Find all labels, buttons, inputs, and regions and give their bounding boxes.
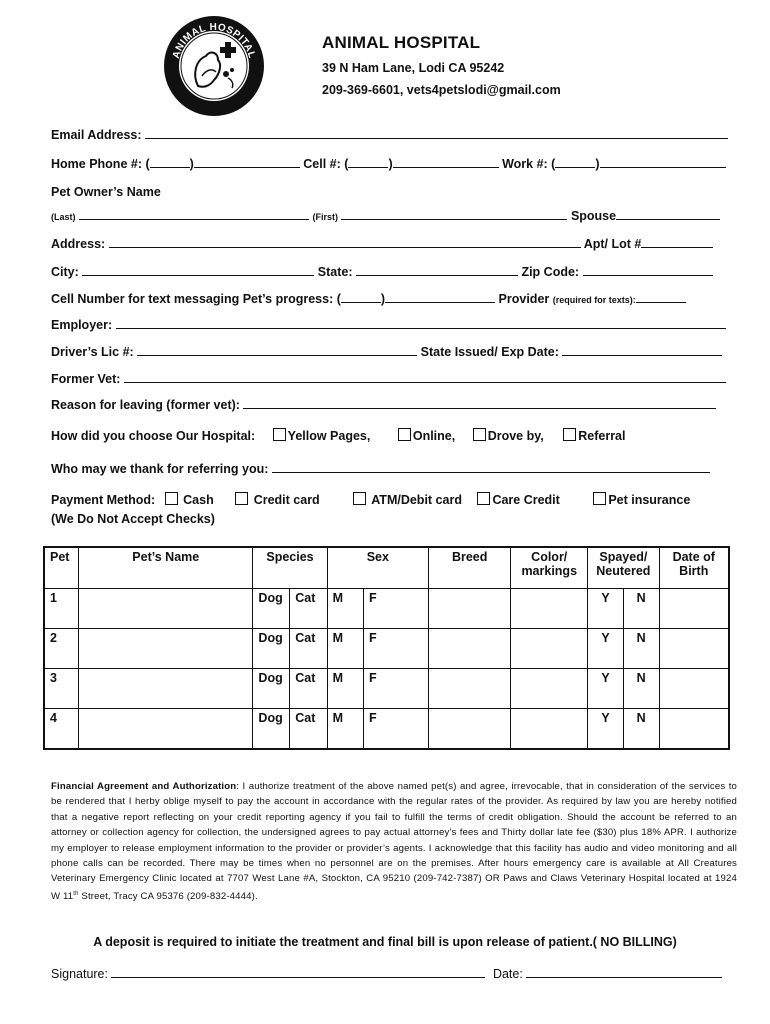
header-pet: Pet <box>44 547 79 589</box>
pet-name-cell[interactable] <box>79 589 253 629</box>
species-cat[interactable]: Cat <box>290 669 327 709</box>
reason-row: Reason for leaving (former vet): <box>51 397 716 412</box>
header-dob: Date of Birth <box>659 547 729 589</box>
pet-owner-label: Pet Owner’s Name <box>51 185 161 199</box>
header-spayed: Spayed/ Neutered <box>588 547 659 589</box>
pet-table-header <box>44 547 729 589</box>
owner-name-row: (Last) (First) Spouse <box>51 208 720 223</box>
zip-field[interactable] <box>583 264 713 276</box>
care-credit-checkbox[interactable] <box>477 492 490 505</box>
species-dog[interactable]: Dog <box>253 709 290 750</box>
sex-f[interactable]: F <box>364 709 429 750</box>
sex-m[interactable]: M <box>327 709 363 750</box>
table-row: 4 Dog Cat M F Y N <box>44 709 729 750</box>
svg-text:LODI, CA: LODI, CA <box>191 83 237 101</box>
dob-cell[interactable] <box>659 709 729 750</box>
header-color: Color/ markings <box>511 547 588 589</box>
spayed-y[interactable]: Y <box>588 629 624 669</box>
credit-card-checkbox[interactable] <box>235 492 248 505</box>
drivers-lic-row: Driver’s Lic #: State Issued/ Exp Date: <box>51 344 722 359</box>
former-vet-field[interactable] <box>124 371 726 383</box>
header-breed: Breed <box>429 547 511 589</box>
phone-row: Home Phone #: ( ) Cell #: ( ) Work #: ( ) <box>51 156 726 171</box>
pet-name-cell[interactable] <box>79 629 253 669</box>
home-phone-field[interactable] <box>194 156 300 168</box>
pet-name-cell[interactable] <box>79 709 253 750</box>
date-field[interactable] <box>526 966 722 978</box>
color-cell[interactable] <box>511 669 588 709</box>
spayed-y[interactable]: Y <box>588 709 624 750</box>
financial-heading: Financial Agreement and Authorization <box>51 781 237 792</box>
former-vet-row: Former Vet: <box>51 371 726 386</box>
hospital-contact: 209-369-6601, vets4petslodi@gmail.com <box>322 83 561 97</box>
header-species: Species <box>253 547 327 589</box>
breed-cell[interactable] <box>429 629 511 669</box>
color-cell[interactable] <box>511 629 588 669</box>
hospital-logo <box>162 14 266 118</box>
reason-field[interactable] <box>243 397 716 409</box>
species-cat[interactable]: Cat <box>290 629 327 669</box>
spouse-field[interactable] <box>616 208 720 220</box>
sex-m[interactable]: M <box>327 629 363 669</box>
drove-by-checkbox[interactable] <box>473 428 486 441</box>
cash-checkbox[interactable] <box>165 492 178 505</box>
header-pet-name: Pet’s Name <box>79 547 253 589</box>
hospital-address: 39 N Ham Lane, Lodi CA 95242 <box>322 61 505 75</box>
species-dog[interactable]: Dog <box>253 589 290 629</box>
state-issued-field[interactable] <box>562 344 722 356</box>
svg-text:ANIMAL HOSPITAL: ANIMAL HOSPITAL <box>170 21 258 60</box>
spayed-y[interactable]: Y <box>588 669 624 709</box>
sex-f[interactable]: F <box>364 669 429 709</box>
signature-row: Signature: Date: <box>51 966 722 981</box>
how-choose-row: How did you choose Our Hospital: Yellow Pages, Online, Drove by, Referral <box>51 429 626 443</box>
table-row: 1 Dog Cat M F Y N <box>44 589 729 629</box>
hospital-title: ANIMAL HOSPITAL <box>322 33 481 52</box>
referrer-field[interactable] <box>272 461 710 473</box>
text-cell-row: Cell Number for text messaging Pet’s progress: ( ) Provider (required for texts): <box>51 291 686 306</box>
employer-row: Employer: <box>51 317 726 332</box>
sex-m[interactable]: M <box>327 589 363 629</box>
sex-f[interactable]: F <box>364 629 429 669</box>
work-area-code-field[interactable] <box>555 156 595 168</box>
sex-f[interactable]: F <box>364 589 429 629</box>
pet-insurance-checkbox[interactable] <box>593 492 606 505</box>
address-row: Address: Apt/ Lot # <box>51 236 713 251</box>
employer-field[interactable] <box>116 317 726 329</box>
no-checks-note: (We Do Not Accept Checks) <box>51 512 215 526</box>
apt-lot-field[interactable] <box>641 236 713 248</box>
email-row: Email Address: <box>51 127 728 142</box>
financial-agreement: Financial Agreement and Authorization: I authorize treatment of the above named pet(s) and agree, irrevocable, that in consideration of the services to be rendered that I herby oblige myself to pay the account in accordance with the regular rates of the provider. As required by law you are hereby notified that a negative report reflecting on your credit reporting agency if you fail to fulfill the terms of credit obligation. Should the account be referred to an attorney or collection agency for collection, the undersigned agrees to pay actual attorney’s fees and Thirty dollar late fee ($30) plus 18% APR. I authorize my employer to release employment information to the provider or provider’s agents. I acknowledge that this facility has audio and video monitoring and all phone calls can be recorded. There may be times when no personnel are on the premises. After hours emergency care is available at All Creatures Veterinary Emergency Clinic located at 7707 West Lane #A, Stockton, CA 95210 (209-742-7387) OR Paws and Claws Veterinary Hospital located at 1924 W 11th Street, Tracy CA 95376 (209-832-4444). <box>51 781 737 903</box>
work-phone-field[interactable] <box>600 156 726 168</box>
table-row: 3 Dog Cat M F Y N <box>44 669 729 709</box>
species-dog[interactable]: Dog <box>253 669 290 709</box>
text-cell-field[interactable] <box>385 291 495 303</box>
last-name-field[interactable] <box>79 208 309 220</box>
cell-area-code-field[interactable] <box>348 156 388 168</box>
payment-row: Payment Method: Cash Credit card ATM/Debit card Care Credit Pet insurance <box>51 493 691 507</box>
online-checkbox[interactable] <box>398 428 411 441</box>
breed-cell[interactable] <box>429 709 511 750</box>
home-area-code-field[interactable] <box>150 156 190 168</box>
drivers-lic-field[interactable] <box>137 344 417 356</box>
breed-cell[interactable] <box>429 669 511 709</box>
city-field[interactable] <box>82 264 314 276</box>
pet-table <box>43 546 730 750</box>
breed-cell[interactable] <box>429 589 511 629</box>
color-cell[interactable] <box>511 709 588 750</box>
text-area-code-field[interactable] <box>341 291 381 303</box>
species-cat[interactable]: Cat <box>290 589 327 629</box>
spayed-n[interactable]: N <box>623 629 659 669</box>
dob-cell[interactable] <box>659 589 729 629</box>
spayed-n[interactable]: N <box>623 589 659 629</box>
first-name-field[interactable] <box>341 208 567 220</box>
color-cell[interactable] <box>511 589 588 629</box>
header-sex: Sex <box>327 547 428 589</box>
species-dog[interactable]: Dog <box>253 629 290 669</box>
email-field[interactable] <box>145 127 728 139</box>
pet-name-cell[interactable] <box>79 669 253 709</box>
referral-checkbox[interactable] <box>563 428 576 441</box>
spayed-n[interactable]: N <box>623 709 659 750</box>
cell-phone-field[interactable] <box>393 156 499 168</box>
address-field[interactable] <box>109 236 581 248</box>
yellow-pages-checkbox[interactable] <box>273 428 286 441</box>
city-row: City: State: Zip Code: <box>51 264 713 279</box>
dob-cell[interactable] <box>659 629 729 669</box>
signature-field[interactable] <box>111 966 485 978</box>
spayed-n[interactable]: N <box>623 669 659 709</box>
atm-debit-checkbox[interactable] <box>353 492 366 505</box>
table-row: 2 Dog Cat M F Y N <box>44 629 729 669</box>
state-field[interactable] <box>356 264 518 276</box>
deposit-notice: A deposit is required to initiate the treatment and final bill is upon release of patient.( NO BILLING) <box>93 935 677 949</box>
spayed-y[interactable]: Y <box>588 589 624 629</box>
sex-m[interactable]: M <box>327 669 363 709</box>
who-thank-row: Who may we thank for referring you: <box>51 461 710 476</box>
provider-field[interactable] <box>636 291 686 303</box>
dob-cell[interactable] <box>659 669 729 709</box>
species-cat[interactable]: Cat <box>290 709 327 750</box>
